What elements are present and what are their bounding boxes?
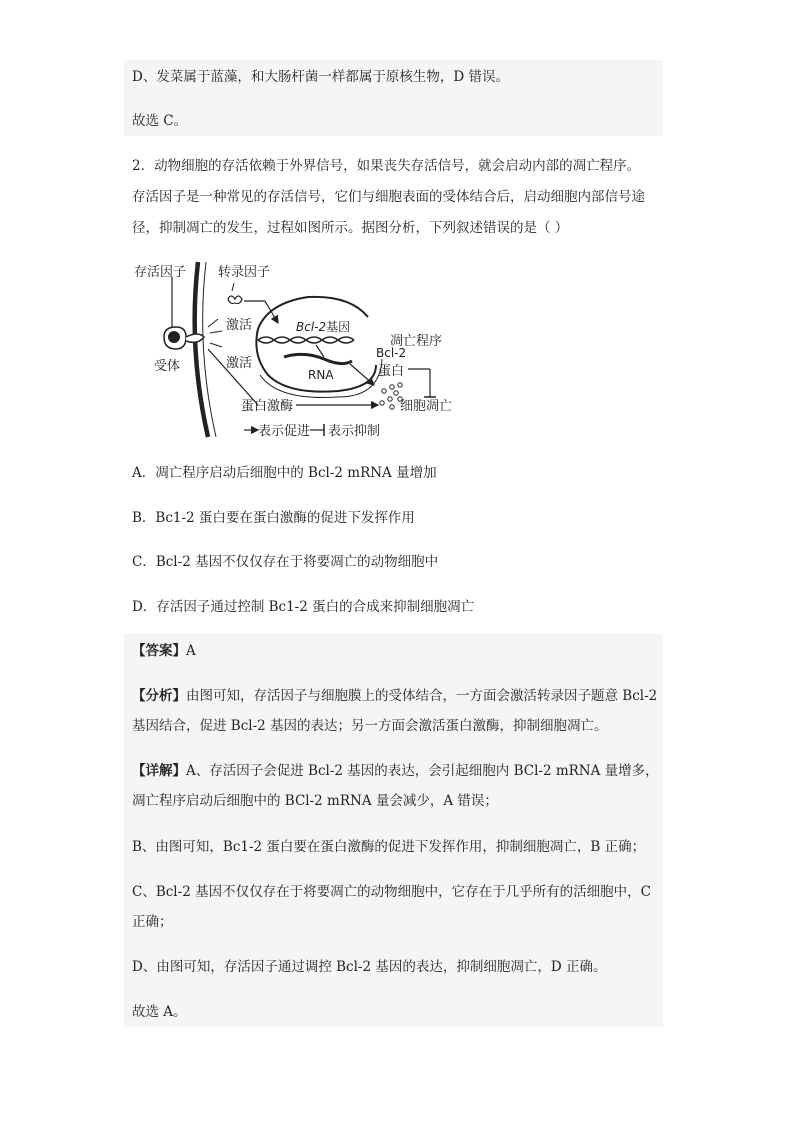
transcription-factor-label: 转录因子 [218,265,271,280]
detail-d: D、由图可知，存活因子通过调控 Bcl-2 基因的表达，抑制细胞凋亡，D 正确。 [132,959,607,975]
answer-label: 【答案】 [132,643,186,659]
bcl2-label: Bcl-2 [376,346,407,360]
analysis-line-2: 基因结合，促进 Bcl-2 基因的表达；另一方面会激活蛋白激酶，抑制细胞凋亡。 [132,718,608,734]
activate-label-1: 激活 [226,318,253,333]
detail-line-2: 凋亡程序启动后细胞中的 BCl-2 mRNA 量会减少，A 错误； [132,793,498,809]
protein-label: 蛋白 [378,364,405,379]
answer-line [132,642,196,660]
cell-membrane [195,262,208,437]
protein-kinase-label: 蛋白激酶 [241,399,294,414]
option-b: B．Bc1-2 蛋白要在蛋白激酶的促进下发挥作用 [132,510,415,526]
prev-choose: 故选 C。 [132,113,188,129]
bcl2-protein-dots [380,383,402,409]
rna-label: RNA [308,368,334,382]
apoptosis-program-label: 凋亡程序 [390,334,443,349]
detail-c-2: 正确； [132,914,173,930]
survival-factor-dot [168,331,180,343]
cell-apoptosis-label: 细胞凋亡 [400,399,453,414]
detail-c-1: C、Bcl-2 基因不仅仅存在于将要凋亡的动物细胞中，它存在于几乎所有的活细胞中，C [132,884,651,900]
analysis-label: 【分析】 [132,688,186,704]
question-line-1: 2．动物细胞的存活依赖于外界信号，如果丧失存活信号，就会启动内部的凋亡程序。 [132,158,641,174]
receptor-label: 受体 [154,359,181,374]
detail-choose: 故选 A。 [132,1004,187,1020]
analysis-line-1: 【分析】由图可知，存活因子与细胞膜上的受体结合，一方面会激活转录因子题意 Bcl-2 [132,688,658,704]
activate-label-2: 激活 [226,356,253,371]
gene-label: Bcl-2基因 [296,320,351,334]
transcription-factor-shape [228,296,242,304]
legend-inhibit: 表示抑制 [328,424,381,439]
option-d: D．存活因子通过控制 Bc1-2 蛋白的合成来抑制细胞凋亡 [132,599,475,615]
detail-label: 【详解】 [132,763,186,779]
option-a: A．凋亡程序启动后细胞中的 Bcl-2 mRNA 量增加 [132,465,437,481]
rna-strand [284,354,352,363]
option-c: C．Bcl-2 基因不仅仅存在于将要凋亡的动物细胞中 [132,554,439,570]
question-line-3: 径，抑制凋亡的发生，过程如图所示。据图分析，下列叙述错误的是（ ） [132,220,569,236]
detail-b: B、由图可知，Bc1-2 蛋白要在蛋白激酶的促进下发挥作用，抑制细胞凋亡，B 正确； [132,839,646,855]
prev-option-d: D、发菜属于蓝藻，和大肠杆菌一样都属于原核生物，D 错误。 [132,69,509,85]
answer-value: A [186,643,196,659]
legend-promote: 表示促进 [258,424,311,439]
survival-factor-label: 存活因子 [134,265,187,280]
question-line-2: 存活因子是一种常见的存活信号，它们与细胞表面的受体结合后，启动细胞内部信号途 [132,189,645,205]
detail-line-1: 【详解】A、存活因子会促进 Bcl-2 基因的表达，会引起细胞内 BCl-2 mRNA 量增多， [132,763,659,779]
apoptosis-diagram [128,257,468,442]
